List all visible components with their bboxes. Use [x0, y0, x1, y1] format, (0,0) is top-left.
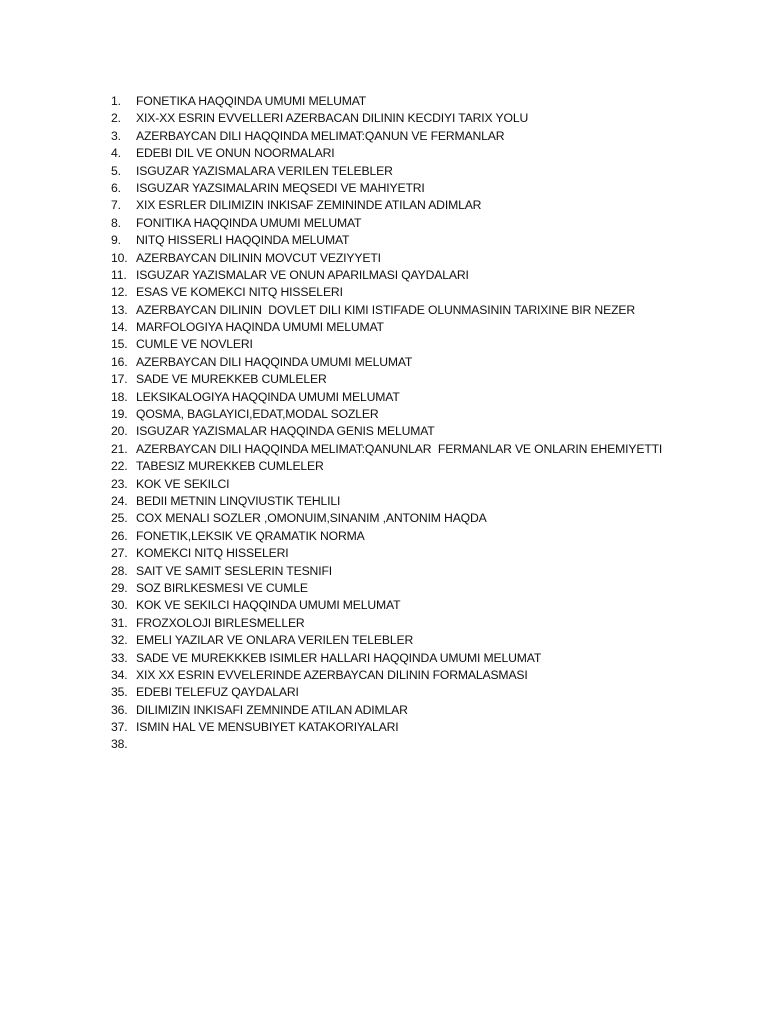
list-item-text: MARFOLOGIYA HAQINDA UMUMI MELUMAT	[136, 320, 384, 335]
list-item-text: BEDII METNIN LINQVIUSTIK TEHLILI	[136, 493, 341, 508]
list-item-number: 33.	[111, 650, 128, 665]
list-item-number: 18.	[111, 389, 128, 404]
list-item-text: DILIMIZIN INKISAFI ZEMNINDE ATILAN ADIMLAR	[136, 702, 408, 717]
list-item-text: QOSMA, BAGLAYICI,EDAT,MODAL SOZLER	[136, 407, 379, 422]
list-item-number: 21.	[111, 441, 128, 456]
list-item-text: XIX XX ESRIN EVVELERINDE AZERBAYCAN DILININ FORMALASMASI	[136, 667, 528, 682]
list-item-number: 4.	[111, 146, 121, 161]
list-item-number: 11.	[111, 267, 127, 282]
list-item-number: 20.	[111, 424, 128, 439]
list-item	[111, 736, 751, 753]
list-item-number: 9.	[111, 233, 121, 248]
list-item-text: EMELI YAZILAR VE ONLARA VERILEN TELEBLER	[136, 633, 414, 648]
list-item	[111, 180, 751, 197]
list-item	[111, 719, 751, 736]
list-item-text: FONETIKA HAQQINDA UMUMI MELUMAT	[136, 94, 367, 108]
list-item-text: AZERBAYCAN DILININ MOVCUT VEZIYYETI	[136, 250, 381, 265]
list-item-text: ISGUZAR YAZISMALAR VE ONUN APARILMASI QAYDALARI	[136, 267, 469, 282]
list-item-number: 10.	[111, 250, 128, 265]
list-item	[111, 163, 751, 180]
list-item	[111, 493, 751, 510]
list-item	[111, 215, 751, 232]
list-item-number: 28.	[111, 563, 128, 578]
list-item-number: 23.	[111, 476, 128, 491]
list-item	[111, 597, 751, 614]
list-item	[111, 667, 751, 684]
list-item-text: EDEBI DIL VE ONUN NOORMALARI	[136, 146, 335, 161]
list-item	[111, 110, 751, 127]
list-item-text: FONITIKA HAQQINDA UMUMI MELUMAT	[136, 215, 362, 230]
list-item-number: 26.	[111, 528, 128, 543]
list-item-text: TABESIZ MUREKKEB CUMLELER	[136, 459, 324, 474]
list-item-number: 29.	[111, 580, 128, 595]
list-item	[111, 145, 751, 162]
list-item-text: SADE VE MUREKKKEB ISIMLER HALLARI HAQQINDA UMUMI MELUMAT	[136, 650, 542, 665]
list-item	[111, 650, 751, 667]
list-item-number: 25.	[111, 511, 128, 526]
list-item-text: XIX ESRLER DILIMIZIN INKISAF ZEMININDE ATILAN ADIMLAR	[136, 198, 482, 213]
list-item-number: 1.	[111, 94, 121, 108]
list-item-text: AZERBAYCAN DILININ DOVLET DILI KIMI ISTIFADE OLUNMASININ TARIXINE BIR NEZER	[136, 302, 635, 317]
list-item-number: 6.	[111, 180, 121, 195]
list-item	[111, 284, 751, 301]
list-item	[111, 423, 751, 440]
list-item	[111, 406, 751, 423]
list-item-text: XIX-XX ESRIN EVVELLERI AZERBACAN DILININ KECDIYI TARIX YOLU	[136, 111, 529, 126]
list-item	[111, 232, 751, 249]
list-item-text: EDEBI TELEFUZ QAYDALARI	[136, 685, 299, 700]
list-item-number: 36.	[111, 702, 128, 717]
list-item-number: 37.	[111, 720, 128, 735]
list-item-number: 14.	[111, 320, 128, 335]
list-item-text: FROZXOLOJI BIRLESMELLER	[136, 615, 305, 630]
list-item-number: 5.	[111, 163, 121, 178]
list-item-text: KOK VE SEKILCI	[136, 476, 230, 491]
list-item	[111, 458, 751, 475]
list-item	[111, 545, 751, 562]
list-item-number: 13.	[111, 302, 128, 317]
topic-list	[111, 93, 751, 754]
list-item-text: NITQ HISSERLI HAQQINDA MELUMAT	[136, 233, 350, 248]
list-item-number: 24.	[111, 493, 128, 508]
list-item	[111, 441, 751, 458]
list-item	[111, 93, 751, 110]
list-item	[111, 267, 751, 284]
list-item	[111, 632, 751, 649]
list-item-number: 27.	[111, 546, 128, 561]
list-item-number: 8.	[111, 215, 121, 230]
list-item-number: 3.	[111, 128, 121, 143]
list-item-text: ISGUZAR YAZISMALAR HAQQINDA GENIS MELUMAT	[136, 424, 435, 439]
list-item-text: COX MENALI SOZLER ,OMONUIM,SINANIM ,ANTONIM HAQDA	[136, 511, 487, 526]
list-item-text: SAIT VE SAMIT SESLERIN TESNIFI	[136, 563, 332, 578]
list-item-text: AZERBAYCAN DILI HAQQINDA UMUMI MELUMAT	[136, 354, 413, 369]
list-item	[111, 354, 751, 371]
list-item-text: KOMEKCI NITQ HISSELERI	[136, 546, 289, 561]
list-item	[111, 528, 751, 545]
list-item-number: 12.	[111, 285, 128, 300]
list-item-text: FONETIK,LEKSIK VE QRAMATIK NORMA	[136, 528, 365, 543]
list-item	[111, 615, 751, 632]
list-item-number: 16.	[111, 354, 128, 369]
list-item-text: ISGUZAR YAZSIMALARIN MEQSEDI VE MAHIYETRI	[136, 180, 425, 195]
list-item	[111, 684, 751, 701]
list-item-text: AZERBAYCAN DILI HAQQINDA MELIMAT:QANUN VE FERMANLAR	[136, 128, 505, 143]
list-item-text: KOK VE SEKILCI HAQQINDA UMUMI MELUMAT	[136, 598, 401, 613]
list-item	[111, 510, 751, 527]
list-item-number: 15.	[111, 337, 128, 352]
list-item-text: CUMLE VE NOVLERI	[136, 337, 253, 352]
list-item-number: 2.	[111, 111, 121, 126]
list-item	[111, 319, 751, 336]
list-item-number: 19.	[111, 407, 128, 422]
list-item	[111, 371, 751, 388]
list-item	[111, 702, 751, 719]
list-item-number: 31.	[111, 615, 128, 630]
list-item-number: 17.	[111, 372, 128, 387]
list-item-number: 34.	[111, 667, 128, 682]
list-item-number: 35.	[111, 685, 128, 700]
list-item-text: SADE VE MUREKKEB CUMLELER	[136, 372, 327, 387]
list-item-number: 22.	[111, 459, 128, 474]
list-item-text: AZERBAYCAN DILI HAQQINDA MELIMAT:QANUNLAR FERMANLAR VE ONLARIN EHEMIYETTI	[136, 441, 663, 456]
list-item	[111, 336, 751, 353]
list-item-text: ISMIN HAL VE MENSUBIYET KATAKORIYALARI	[136, 720, 399, 735]
list-item	[111, 250, 751, 267]
list-item-number: 30.	[111, 598, 128, 613]
list-item-number: 7.	[111, 198, 121, 213]
list-item	[111, 197, 751, 214]
list-item-number: 38.	[111, 737, 128, 752]
list-item	[111, 302, 751, 319]
list-item	[111, 128, 751, 145]
list-item-text: ESAS VE KOMEKCI NITQ HISSELERI	[136, 285, 343, 300]
list-item	[111, 476, 751, 493]
list-item	[111, 389, 751, 406]
list-item-text: ISGUZAR YAZISMALARA VERILEN TELEBLER	[136, 163, 393, 178]
list-item	[111, 580, 751, 597]
list-item-text: LEKSIKALOGIYA HAQQINDA UMUMI MELUMAT	[136, 389, 400, 404]
list-item-text: SOZ BIRLKESMESI VE CUMLE	[136, 580, 308, 595]
list-item-number: 32.	[111, 633, 128, 648]
list-item	[111, 563, 751, 580]
